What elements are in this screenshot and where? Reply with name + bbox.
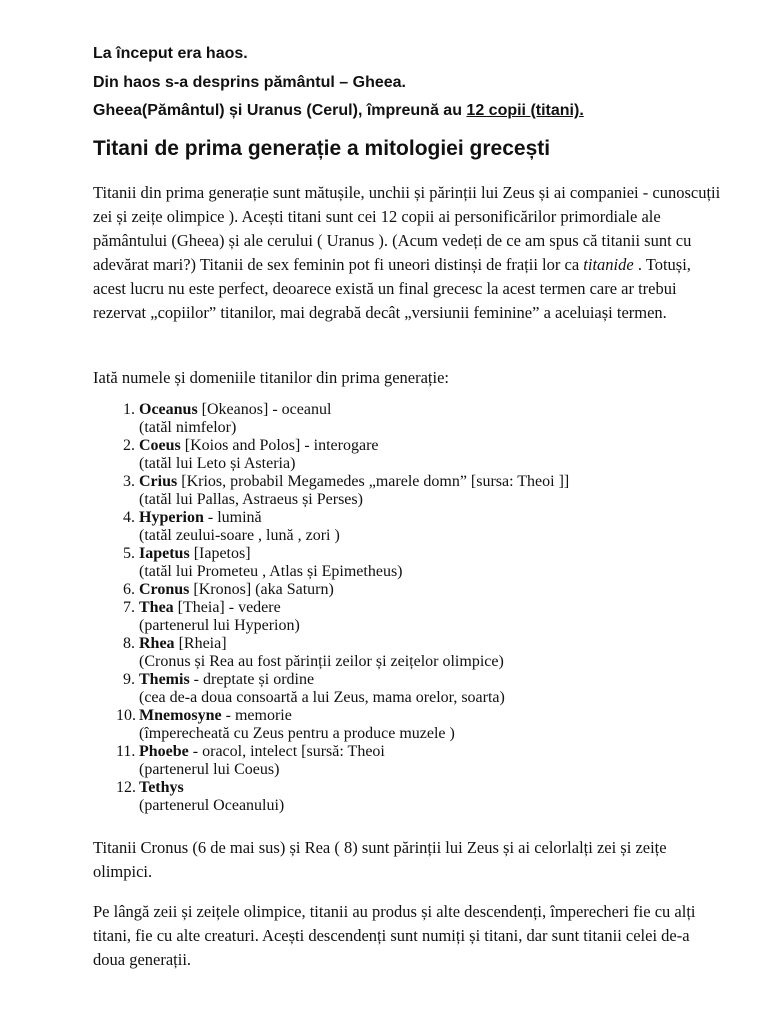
list-item <box>93 671 733 707</box>
intro-line-3-text: Gheea(Pământul) și Uranus (Cerul), împreună au <box>93 102 467 119</box>
titan-name: Tethys <box>139 779 184 796</box>
titan-note: (tatăl lui Leto și Asteria) <box>139 455 296 472</box>
list-item-number: 2. <box>123 437 135 454</box>
list-item <box>93 581 733 599</box>
titan-note: (Cronus și Rea au fost părinții zeilor și zeițelor olimpice) <box>139 653 504 670</box>
intro-line-3 <box>93 97 733 126</box>
titan-description: [Rheia] <box>174 635 227 652</box>
titan-list <box>93 401 733 815</box>
titan-description: [Kronos] (aka Saturn) <box>189 581 334 598</box>
list-item <box>93 635 733 671</box>
titan-description: - oracol, intelect [sursă: Theoi <box>188 743 385 760</box>
list-item-number: 7. <box>123 599 135 616</box>
list-item-number: 9. <box>123 671 135 688</box>
titan-name: Rhea <box>139 635 175 652</box>
titan-name: Hyperion <box>139 509 204 526</box>
titan-description: [Theia] - vedere <box>173 599 281 616</box>
list-item <box>93 743 733 779</box>
titan-note: (partenerul lui Coeus) <box>139 761 280 778</box>
titan-description: - dreptate și ordine <box>189 671 315 688</box>
paragraph-second-generation: Pe lângă zeii și zeițele olimpice, titanii au produs și alte descendenți, împerecheri fie cu alți titani, fie cu alte creaturi. Acești descendenți sunt numiți și titani, dar sunt titanii celei de-a doua generații. <box>93 902 696 969</box>
titan-description: - memorie <box>221 707 292 724</box>
paragraph-intro-a: Titanii din prima generație sunt mătușile, unchii și părinții lui Zeus și ai companiei - cunoscuții zei și zeițe olimpice ). Acești titani sunt cei 12 copii ai personificărilor primordiale ale pământului (Gheea) și ale cerului ( Uranus ). (Acum vedeți de ce am spus că titanii sunt cu adevărat mari?) Titanii de sex feminin pot fi uneori distinși de frații lor ca <box>93 183 721 274</box>
titan-note: (cea de-a doua consoartă a lui Zeus, mama orelor, soarta) <box>139 689 505 706</box>
titan-note: (tatăl lui Prometeu , Atlas și Epimetheus) <box>139 563 403 580</box>
titans-link[interactable]: 12 copii (titani). <box>466 102 584 119</box>
list-item-number: 6. <box>123 581 135 598</box>
titan-name: Mnemosyne <box>139 707 222 724</box>
titan-name: Thea <box>139 599 174 616</box>
intro-block <box>93 40 733 126</box>
section-heading: Titani de prima generație a mitologiei grecești <box>93 137 551 160</box>
titan-name: Themis <box>139 671 190 688</box>
titan-name: Iapetus <box>139 545 190 562</box>
list-item <box>93 599 733 635</box>
list-item <box>93 545 733 581</box>
titan-name: Cronus <box>139 581 190 598</box>
list-item-number: 4. <box>123 509 135 526</box>
titan-description: - lumină <box>203 509 262 526</box>
titan-note: (împerecheată cu Zeus pentru a produce muzele ) <box>139 725 455 742</box>
intro-line-1: La început era haos. <box>93 45 248 62</box>
list-item-number: 10. <box>116 707 136 724</box>
titan-name: Coeus <box>139 437 181 454</box>
intro-line-2: Din haos s-a desprins pământul – Gheea. <box>93 73 406 91</box>
list-item-number: 8. <box>123 635 135 652</box>
titan-note: (partenerul lui Hyperion) <box>139 617 300 634</box>
paragraph-list-intro: Iată numele și domeniile titanilor din prima generație: <box>93 368 450 387</box>
list-item <box>93 779 733 815</box>
titan-note: (tatăl lui Pallas, Astraeus și Perses) <box>139 491 363 508</box>
titan-note: (partenerul Oceanului) <box>139 797 285 814</box>
titan-description: [Krios, probabil Megamedes „marele domn” [sursa: Theoi ]] <box>177 473 570 490</box>
list-item <box>93 437 733 473</box>
titan-name: Phoebe <box>139 743 189 760</box>
list-item-number: 11. <box>116 743 136 760</box>
list-item-number: 12. <box>116 779 136 796</box>
titan-note: (tatăl nimfelor) <box>139 419 237 436</box>
titan-description: [Iapetos] <box>189 545 251 562</box>
list-item-number: 1. <box>123 401 135 418</box>
titan-name: Crius <box>139 473 178 490</box>
list-item <box>93 401 733 437</box>
titanide-term: titanide <box>583 255 634 274</box>
list-item-number: 3. <box>123 473 135 490</box>
list-item <box>93 707 733 743</box>
paragraph-intro <box>93 181 723 325</box>
list-item-number: 5. <box>123 545 135 562</box>
paragraph-intro-b: . Totuși, acest lucru nu este perfect, deoarece există un final grecesc la acest termen care ar trebui rezervat „copiilor” titanilor, mai degrabă decât „versiunii feminine” a aceluiași termen. <box>93 255 691 322</box>
titan-description: [Koios and Polos] - interogare <box>180 437 379 454</box>
list-item <box>93 509 733 545</box>
paragraph-parents: Titanii Cronus (6 de mai sus) și Rea ( 8) sunt părinții lui Zeus și ai celorlalți zei și zeițe olimpici. <box>93 838 667 881</box>
list-item <box>93 473 733 509</box>
titan-note: (tatăl zeului-soare , lună , zori ) <box>139 527 340 544</box>
titan-description: [Okeanos] - oceanul <box>197 401 332 418</box>
titan-name: Oceanus <box>139 401 198 418</box>
